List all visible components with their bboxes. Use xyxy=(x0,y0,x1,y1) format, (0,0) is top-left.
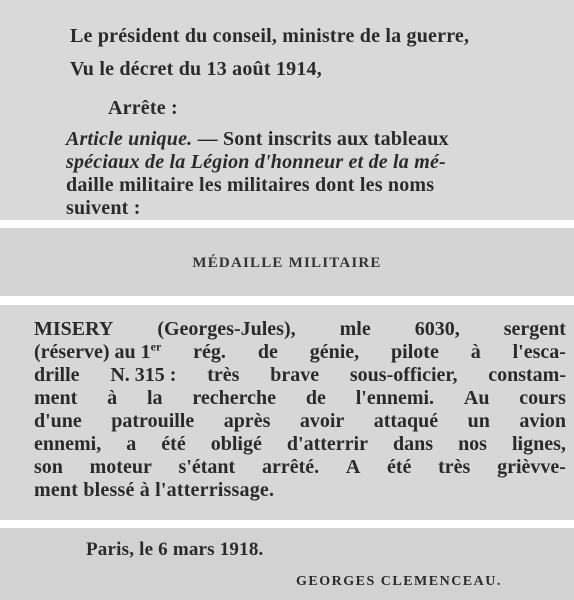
citation-word: été xyxy=(161,433,186,455)
citation-line-1 xyxy=(34,317,566,341)
citation-line-2 xyxy=(34,340,566,364)
decree-header-block xyxy=(0,0,574,220)
citation-word: moteur xyxy=(89,456,152,478)
citation-word: N. 315 : xyxy=(110,364,177,386)
article-label: Article unique. xyxy=(66,128,193,150)
citation-word: drille xyxy=(34,364,80,386)
article-text-1: — Sont inscrits aux tableaux xyxy=(197,128,449,150)
citation-line-6 xyxy=(34,432,566,456)
citation-word: patrouille xyxy=(111,410,195,432)
citation-word: après xyxy=(223,410,271,432)
citation-word: A xyxy=(345,456,361,478)
citation-line-4 xyxy=(34,386,566,410)
citation-word: avoir xyxy=(299,410,345,432)
citation-word: arrêté. xyxy=(261,456,320,478)
citation-word: (Georges-Jules), xyxy=(157,318,296,340)
citation-line-7 xyxy=(34,455,566,479)
citation-word: rég. xyxy=(193,341,226,363)
citation-word: Au xyxy=(463,387,490,409)
citation-word: (réserve) au 1er xyxy=(34,339,162,363)
closing-block xyxy=(0,528,574,600)
citation-word: l'ennemi. xyxy=(355,387,435,409)
citation-word: obligé xyxy=(210,433,262,455)
citation-word: ennemi, xyxy=(34,433,102,455)
citation-word: constam- xyxy=(488,364,566,386)
citation-word: nos xyxy=(458,433,487,455)
article-line-4: suivent : xyxy=(66,197,141,219)
citation-word: cours xyxy=(519,387,566,409)
citation-word: sergent xyxy=(503,318,566,340)
citation-block xyxy=(0,305,574,520)
citation-word: recherche xyxy=(192,387,277,409)
article-line-3: daille militaire les militaires dont les noms xyxy=(66,174,435,196)
citation-word: avion xyxy=(519,410,566,432)
citation-word: attaqué xyxy=(373,410,439,432)
citation-word: s'étant xyxy=(178,456,236,478)
citation-word: de xyxy=(305,387,326,409)
citation-word: lignes, xyxy=(512,433,566,455)
citation-word: a xyxy=(126,433,137,455)
citation-word: 6030, xyxy=(414,318,460,340)
signature-line: GEORGES CLEMENCEAU. xyxy=(296,574,502,589)
article-line-2 xyxy=(66,150,446,174)
citation-word: son xyxy=(34,456,63,478)
citation-word: très xyxy=(438,456,471,478)
citation-word: un xyxy=(467,410,490,432)
citation-word: la xyxy=(146,387,163,409)
arrete-heading: Arrête : xyxy=(108,97,178,119)
citation-word: ment xyxy=(34,387,78,409)
citation-word: brave xyxy=(270,364,320,386)
citation-line-3 xyxy=(34,363,566,387)
citation-word: l'esca- xyxy=(512,341,566,363)
citation-word: d'une xyxy=(34,410,82,432)
citation-line-8: ment blessé à l'atterrissage. xyxy=(34,479,275,501)
citation-word: à xyxy=(470,341,481,363)
place-date-line: Paris, le 6 mars 1918. xyxy=(86,539,264,560)
citation-word: génie, xyxy=(309,341,360,363)
citation-word: à xyxy=(107,387,118,409)
citation-line-5 xyxy=(34,409,566,433)
citation-word: dans xyxy=(393,433,434,455)
citation-word: sous-officier, xyxy=(349,364,458,386)
decree-author-line: Le président du conseil, ministre de la guerre, xyxy=(70,25,470,47)
medaille-militaire-heading: MÉDAILLE MILITAIRE xyxy=(192,255,382,271)
decree-reference-line: Vu le décret du 13 août 1914, xyxy=(70,58,322,80)
section-heading-block xyxy=(0,228,574,296)
citation-word: pilote xyxy=(391,341,439,363)
article-text-2: spéciaux de la Légion d'honneur et de la mé- xyxy=(66,151,446,173)
citation-word: mle xyxy=(339,318,371,340)
citation-word: été xyxy=(387,456,412,478)
article-line-1 xyxy=(66,127,449,151)
citation-word: de xyxy=(257,341,278,363)
citation-word: d'atterrir xyxy=(286,433,368,455)
citation-word: grièvve- xyxy=(497,456,566,478)
citation-word: MISERY xyxy=(34,318,114,340)
citation-word: très xyxy=(207,364,240,386)
